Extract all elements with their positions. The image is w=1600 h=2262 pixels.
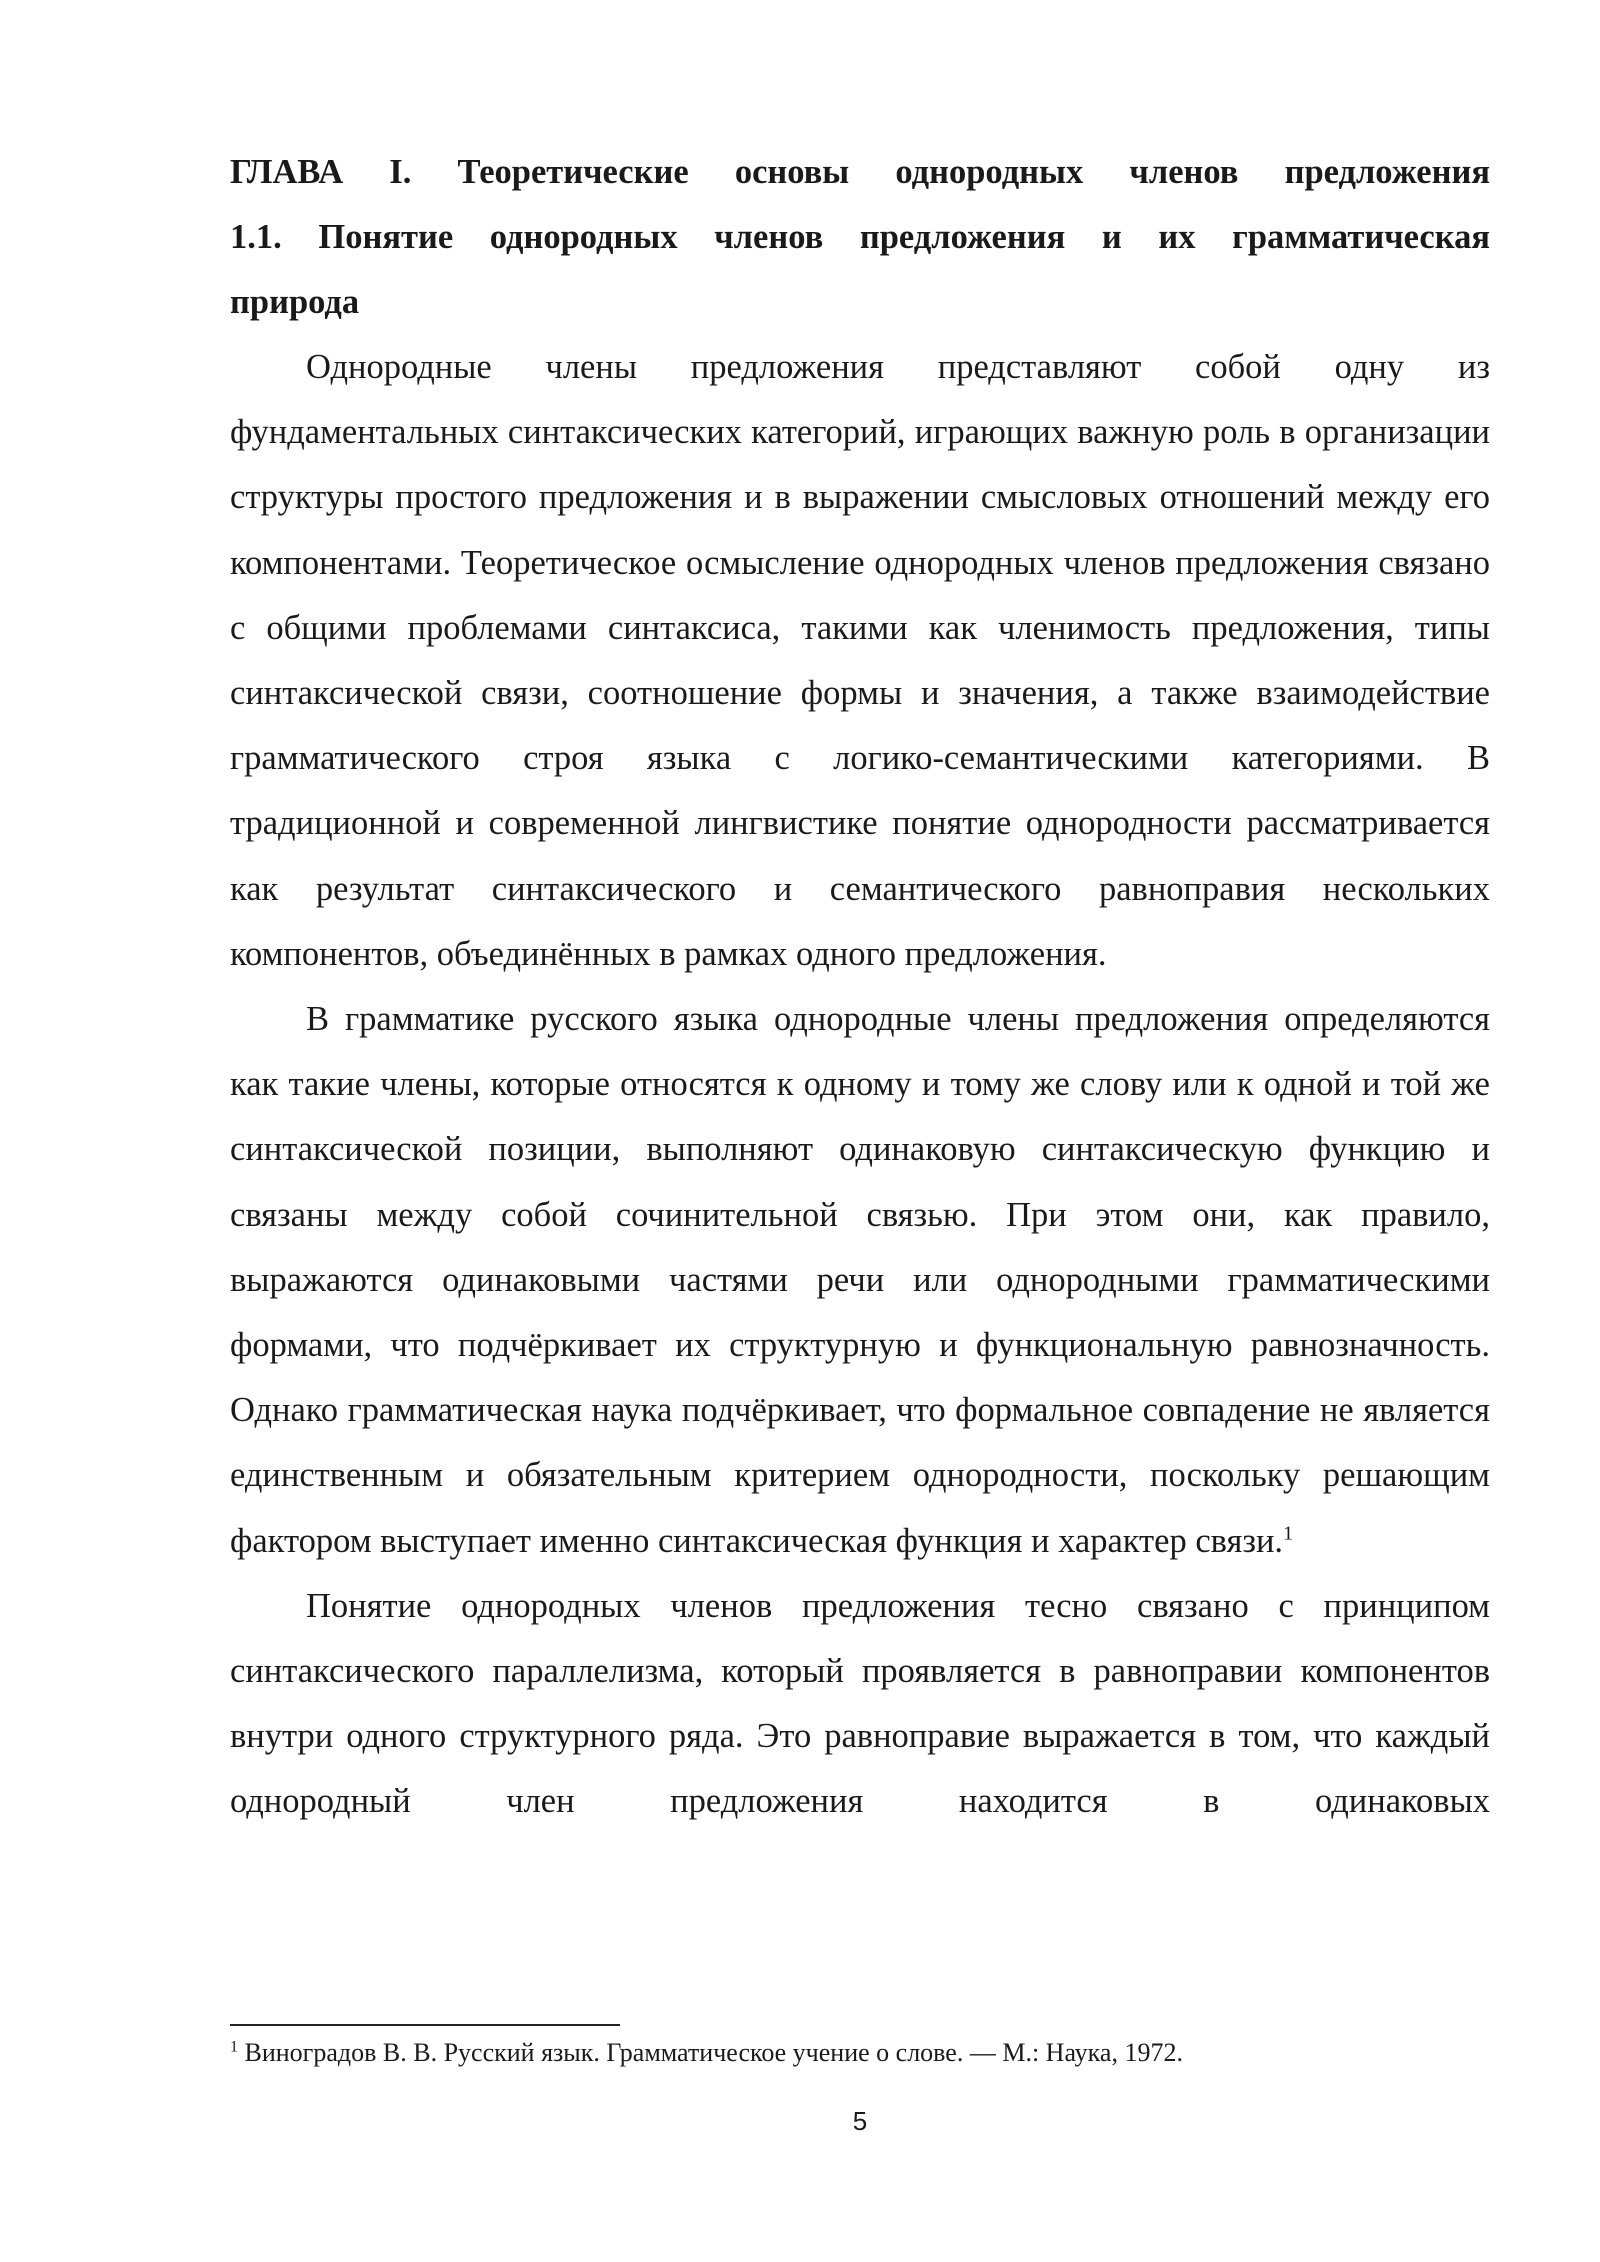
footnote [230,2036,1490,2070]
footnote-separator [230,2024,620,2026]
paragraph-2 [230,987,1490,1574]
document-page [230,140,1490,1835]
paragraph-1: Однородные члены предложения представляют собой одну из фундаментальных синтаксических категорий, играющих важную роль в организации структуры простого предложения и в выражении смысловых отношений между его компонентами. Теоретическое осмысление однородных членов предложения связано с общими проблемами синтаксиса, такими как членимость предложения, типы синтаксической связи, соотношение формы и значения, а также взаимодействие грамматического строя языка с логико-семантическими категориями. В традиционной и современной лингвистике понятие однородности рассматривается как результат синтаксического и семантического равноправия нескольких компонентов, объединённых в рамках одного предложения. [230,348,1490,973]
page-number: 5 [852,2106,868,2136]
section-heading-line-2: природа [230,283,360,321]
footnote-reference[interactable]: 1 [1283,1522,1294,1545]
chapter-heading: ГЛАВА I. Теоретические основы однородных членов предложения [230,153,1490,191]
section-heading-line-1: 1.1. Понятие однородных членов предложения и их грамматическая [230,218,1490,256]
paragraph-3: Понятие однородных членов предложения тесно связано с принципом синтаксического параллелизма, который проявляется в равноправии компонентов внутри одного структурного ряда. Это равноправие выражается в том, что каждый однородный член предложения находится в одинаковых [230,1586,1490,1821]
footnote-marker: 1 [230,2038,238,2056]
paragraph-2-text: В грамматике русского языка однородные члены предложения определяются как такие члены, которые относятся к одному и тому же слову или к одной и той же синтаксической позиции, выполняют одинаковую синтаксическую функцию и связаны между собой сочинительной связью. При этом они, как правило, выражаются одинаковыми частями речи или однородными грамматическими формами, что подчёркивает их структурную и функциональную равнозначность. Однако грамматическая наука подчёркивает, что формальное совпадение не является единственным и обязательным критерием однородности, поскольку решающим фактором выступает именно синтаксическая функция и характер связи. [230,1000,1490,1560]
footnote-text: Виноградов В. В. Русский язык. Грамматическое учение о слове. — М.: Наука, 1972. [244,2038,1183,2067]
